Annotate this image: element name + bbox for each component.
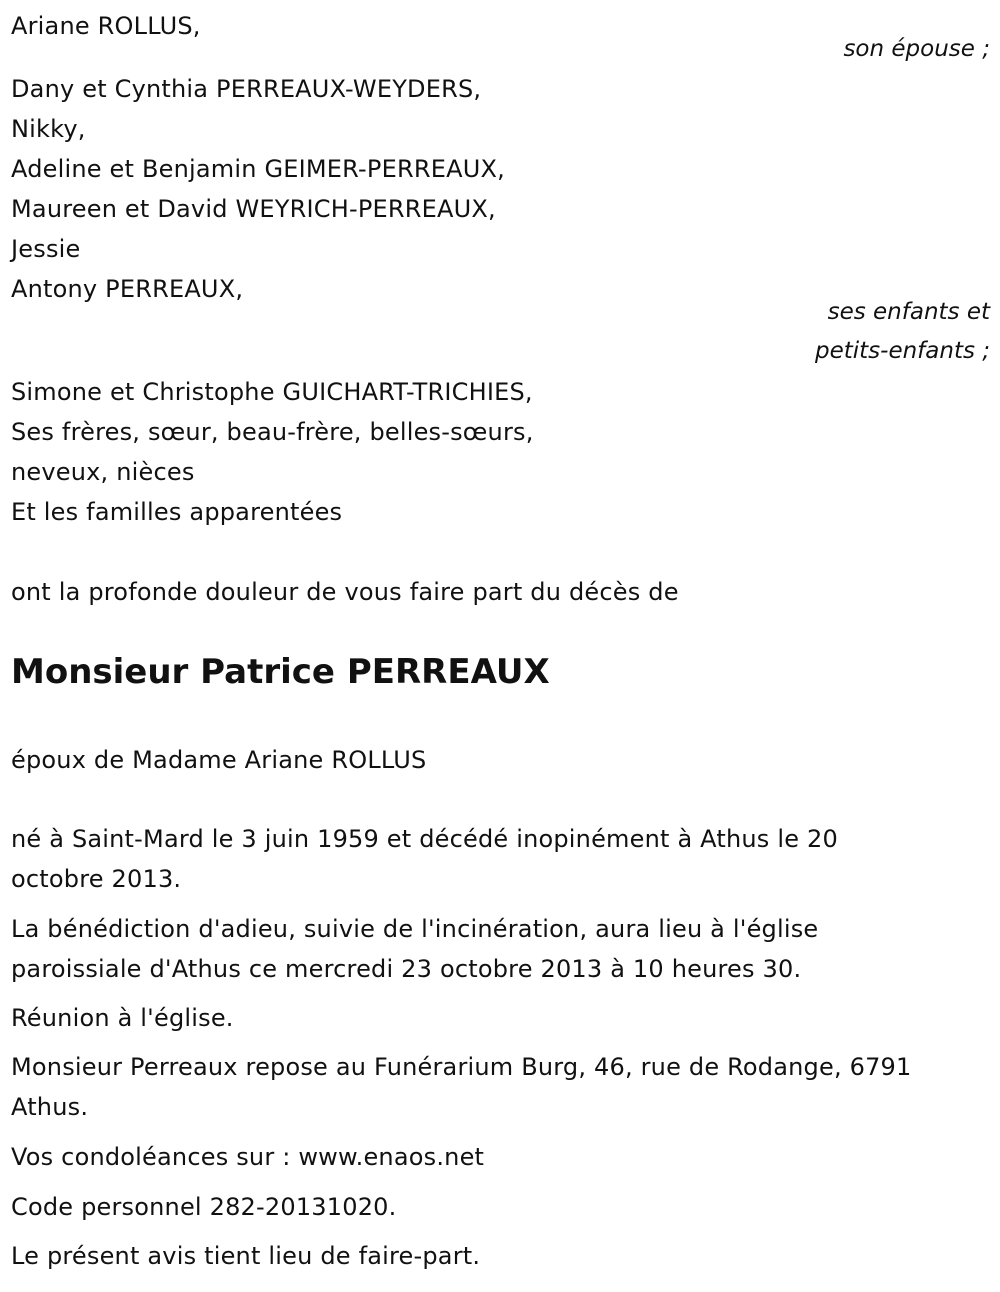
spouse-of-text: époux de Madame Ariane ROLLUS [11, 746, 427, 774]
rest-line-1: Monsieur Perreaux repose au Funérarium Burg, 46, rue de Rodange, 6791 [11, 1053, 912, 1081]
relative-line-3: neveux, nièces [11, 458, 195, 486]
child-line-5: Jessie [11, 235, 81, 263]
ceremony-line-2: paroissiale d'Athus ce mercredi 23 octobre 2013 à 10 heures 30. [11, 955, 802, 983]
condolences-text: Vos condoléances sur : www.enaos.net [11, 1143, 485, 1171]
meeting-text: Réunion à l'église. [11, 1004, 234, 1032]
children-role-line-1: ses enfants et [827, 299, 990, 325]
child-line-4: Maureen et David WEYRICH-PERREAUX, [11, 195, 496, 223]
birth-death-line-1: né à Saint-Mard le 3 juin 1959 et décédé inopinément à Athus le 20 [11, 825, 838, 853]
child-line-1: Dany et Cynthia PERREAUX-WEYDERS, [11, 75, 482, 103]
ceremony-line-1: La bénédiction d'adieu, suivie de l'incinération, aura lieu à l'église [11, 915, 819, 943]
child-line-3: Adeline et Benjamin GEIMER-PERREAUX, [11, 155, 505, 183]
children-role-line-2: petits-enfants ; [814, 338, 990, 364]
child-line-2: Nikky, [11, 115, 86, 143]
relative-line-2: Ses frères, sœur, beau-frère, belles-sœurs, [11, 418, 534, 446]
spouse-role: son épouse ; [843, 36, 990, 62]
deceased-name: Monsieur Patrice PERREAUX [11, 652, 550, 692]
rest-line-2: Athus. [11, 1093, 89, 1121]
child-line-6: Antony PERREAUX, [11, 275, 244, 303]
notice-text: Le présent avis tient lieu de faire-part. [11, 1242, 481, 1270]
personal-code-text: Code personnel 282-20131020. [11, 1193, 397, 1221]
relative-line-4: Et les familles apparentées [11, 498, 343, 526]
relative-line-1: Simone et Christophe GUICHART-TRICHIES, [11, 378, 533, 406]
spouse-name: Ariane ROLLUS, [11, 12, 201, 40]
announcement-text: ont la profonde douleur de vous faire part du décès de [11, 578, 679, 606]
birth-death-line-2: octobre 2013. [11, 865, 182, 893]
